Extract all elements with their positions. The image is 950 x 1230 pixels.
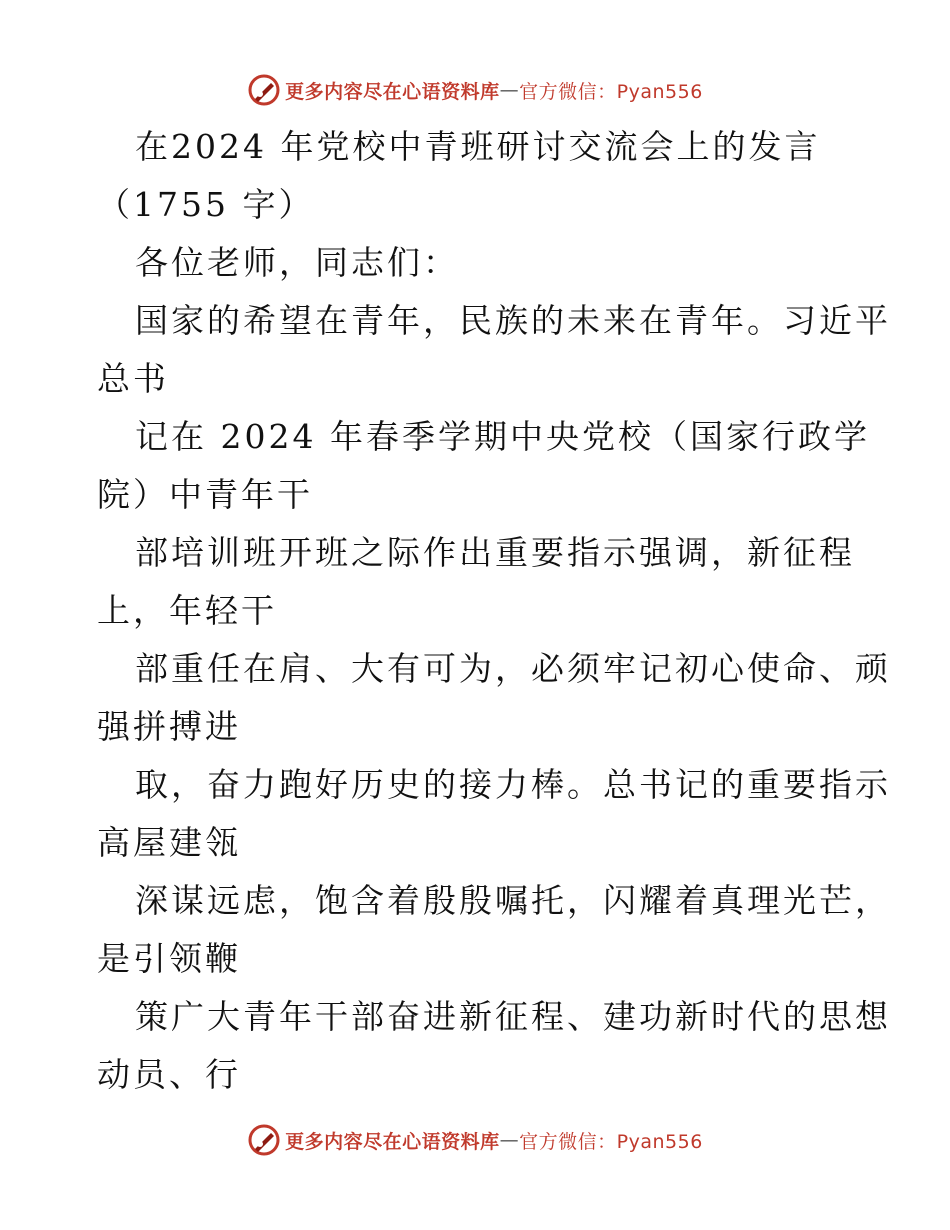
paragraph-line: 国家的希望在青年，民族的未来在青年。习近平 [135,301,891,340]
paragraph-line: 部培训班开班之际作出重要指示强调，新征程 [135,533,855,572]
watermark-separator: — [499,1129,520,1151]
paragraph-line: 记在 2024 年春季学期中央党校（国家行政学 [135,417,870,456]
document-title: 在2024 年党校中青班研讨交流会上的发言 [135,127,821,166]
paragraph-line: 上，年轻干 [97,591,277,630]
watermark-lead: 更多内容尽在心语资料库 [285,80,500,103]
paragraph-line: 是引领鞭 [97,939,241,978]
paragraph-line: 深谋远虑，饱含着殷殷嘱托，闪耀着真理光芒， [135,881,891,920]
paragraph-line: 院）中青年干 [97,475,313,514]
pen-logo-icon [247,73,281,107]
watermark-account: 官方微信：Pyan556 [519,1130,703,1153]
paragraph-line: 策广大青年干部奋进新征程、建功新时代的思想 [135,997,891,1036]
paragraph-line: 动员、行 [97,1055,241,1094]
paragraph-line: 部重任在肩、大有可为，必须牢记初心使命、顽 [135,649,891,688]
header-watermark [0,70,950,110]
paragraph-line: 强拼搏进 [97,707,241,746]
document-body [97,118,891,1104]
paragraph-line: 高屋建瓴 [97,823,241,862]
watermark-lead: 更多内容尽在心语资料库 [285,1130,500,1153]
watermark-account: 官方微信：Pyan556 [519,80,703,103]
watermark-separator: — [499,79,520,101]
pen-logo-icon [247,1123,281,1157]
word-count: （1755 字） [97,185,315,224]
paragraph-line: 总书 [97,359,169,398]
footer-watermark [0,1120,950,1160]
paragraph-line: 取，奋力跑好历史的接力棒。总书记的重要指示 [135,765,891,804]
salutation: 各位老师，同志们： [135,243,459,282]
